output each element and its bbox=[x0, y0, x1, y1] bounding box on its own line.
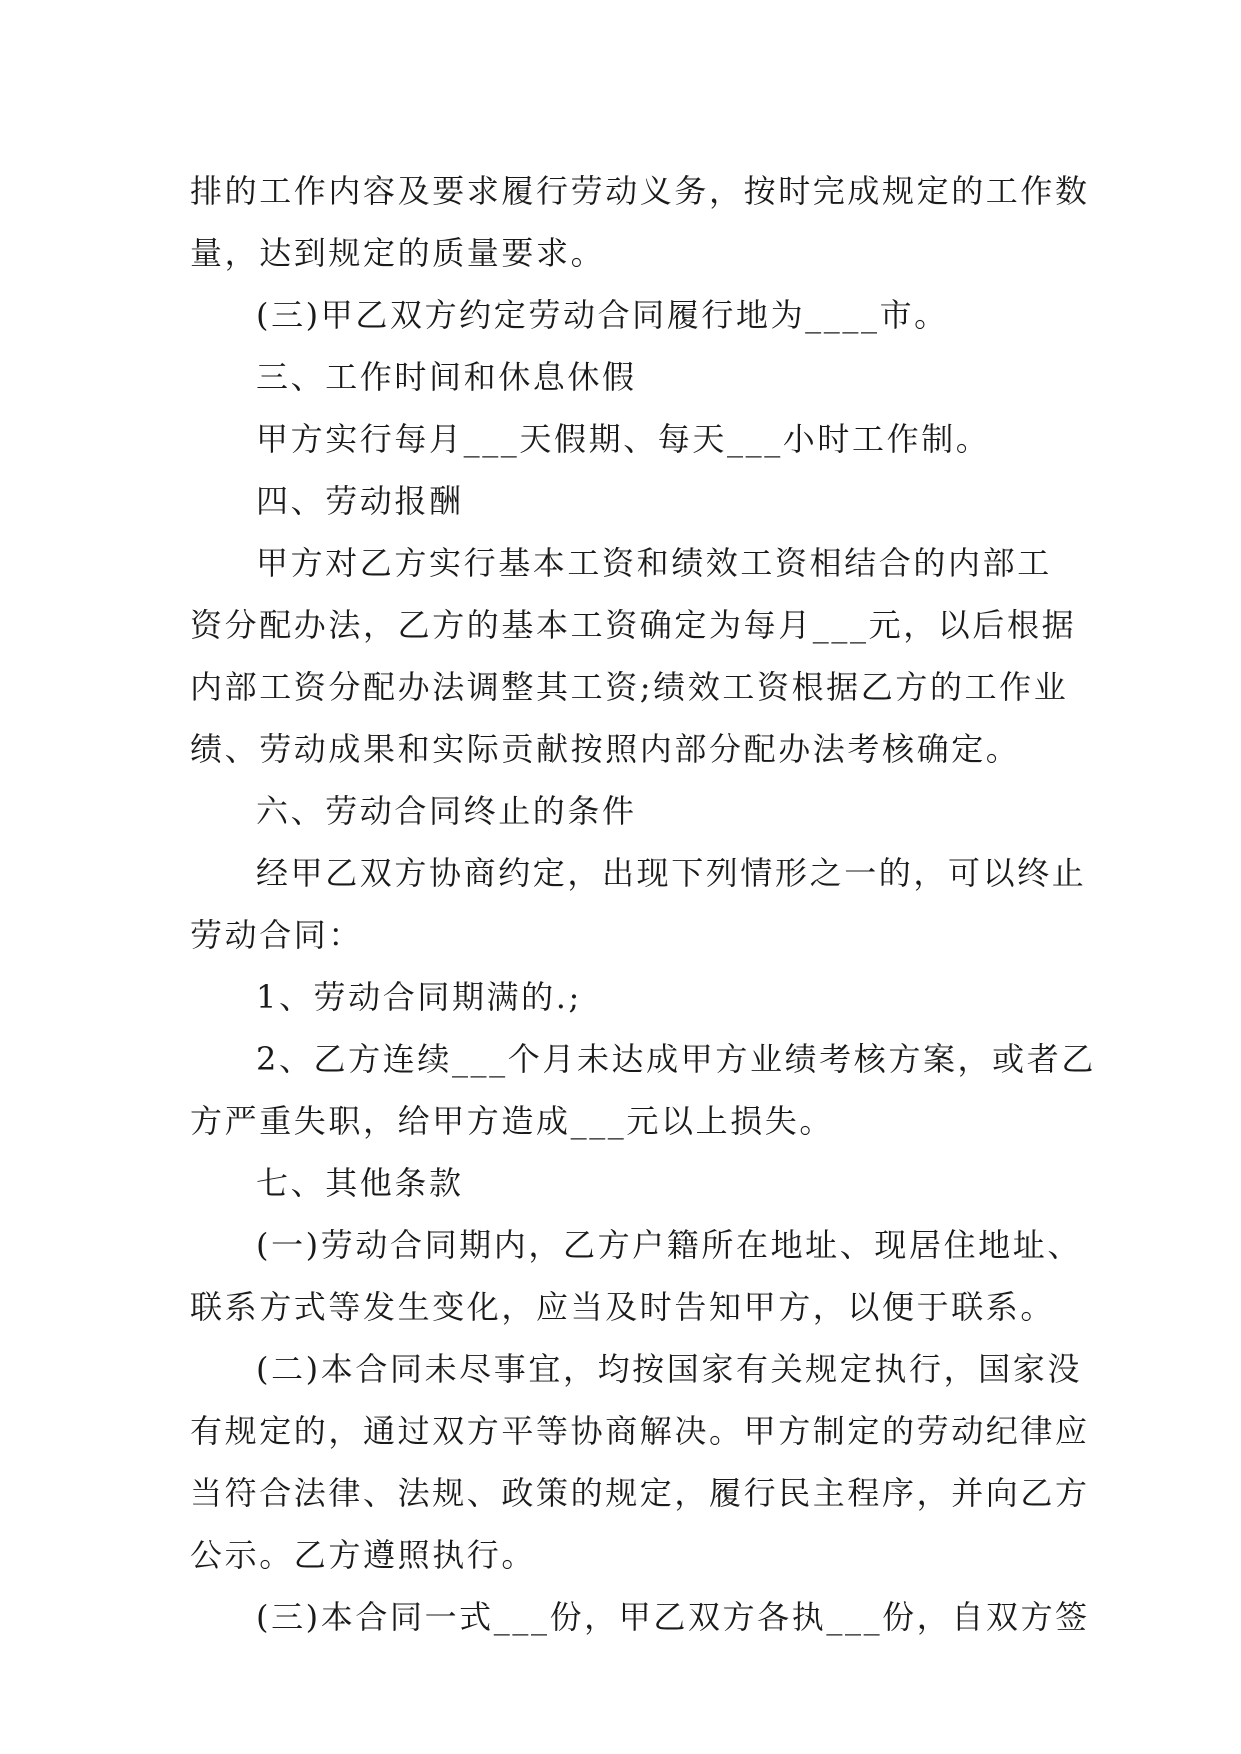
text-line: 内部工资分配办法调整其工资;绩效工资根据乙方的工作业 bbox=[190, 668, 1069, 706]
text-line: 劳动合同： bbox=[190, 916, 364, 954]
section-heading: 七、其他条款 bbox=[256, 1164, 464, 1202]
text-line: 资分配办法，乙方的基本工资确定为每月___元，以后根据 bbox=[190, 606, 1077, 644]
list-item: 1、劳动合同期满的.; bbox=[256, 978, 582, 1016]
section-heading: 六、劳动合同终止的条件 bbox=[256, 792, 637, 830]
section-heading: 四、劳动报酬 bbox=[256, 482, 464, 520]
text-line: 量，达到规定的质量要求。 bbox=[190, 234, 606, 272]
text-line: 绩、劳动成果和实际贡献按照内部分配办法考核确定。 bbox=[190, 730, 1021, 768]
text-line: 公示。乙方遵照执行。 bbox=[190, 1536, 537, 1574]
text-line: 有规定的，通过双方平等协商解决。甲方制定的劳动纪律应 bbox=[190, 1412, 1090, 1450]
text-line: (三)本合同一式___份，甲乙双方各执___份，自双方签 bbox=[256, 1598, 1090, 1636]
list-item: 2、乙方连续___个月未达成甲方业绩考核方案，或者乙 bbox=[256, 1040, 1096, 1078]
text-line: 排的工作内容及要求履行劳动义务，按时完成规定的工作数 bbox=[190, 172, 1090, 210]
section-heading: 三、工作时间和休息休假 bbox=[256, 358, 637, 396]
text-line: (三)甲乙双方约定劳动合同履行地为____市。 bbox=[256, 296, 949, 334]
text-line: (二)本合同未尽事宜，均按国家有关规定执行，国家没 bbox=[256, 1350, 1082, 1388]
text-line: 联系方式等发生变化，应当及时告知甲方，以便于联系。 bbox=[190, 1288, 1056, 1326]
document-body bbox=[190, 160, 1096, 1648]
text-line: (一)劳动合同期内，乙方户籍所在地址、现居住地址、 bbox=[256, 1226, 1082, 1264]
text-line: 经甲乙双方协商约定，出现下列情形之一的，可以终止 bbox=[256, 854, 1087, 892]
text-line: 甲方实行每月___天假期、每天___小时工作制。 bbox=[256, 420, 991, 458]
text-line: 方严重失职，给甲方造成___元以上损失。 bbox=[190, 1102, 835, 1140]
text-line: 甲方对乙方实行基本工资和绩效工资相结合的内部工 bbox=[256, 544, 1052, 582]
text-line: 当符合法律、法规、政策的规定，履行民主程序，并向乙方 bbox=[190, 1474, 1090, 1512]
